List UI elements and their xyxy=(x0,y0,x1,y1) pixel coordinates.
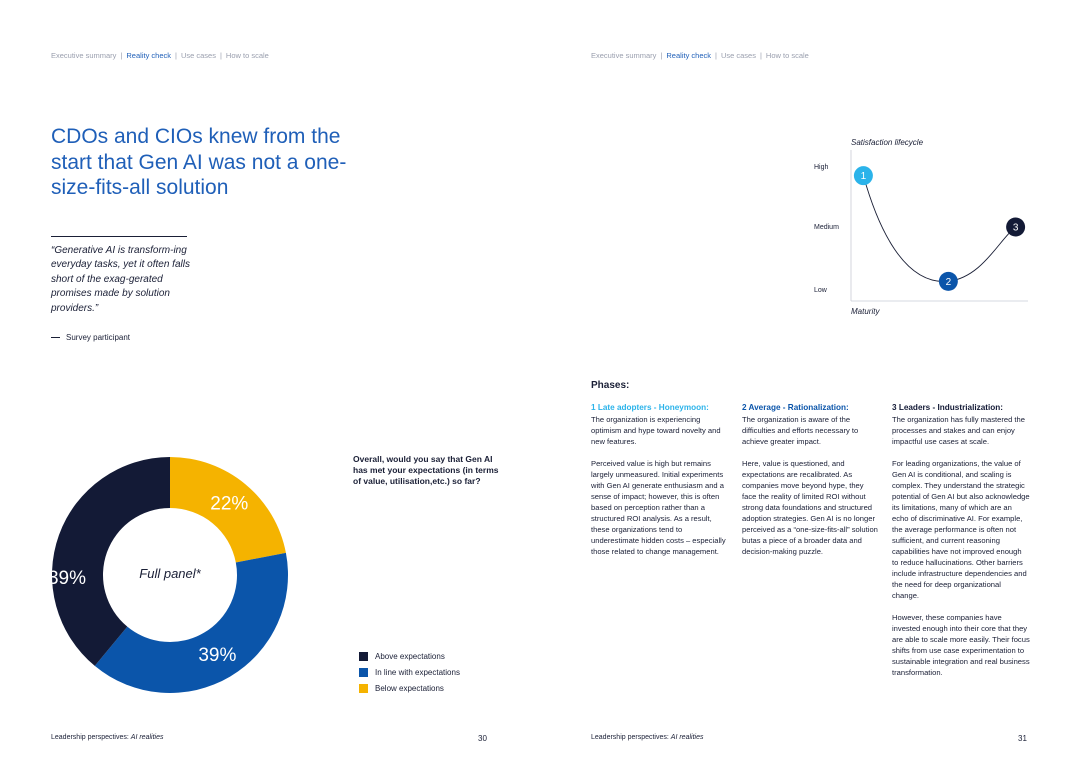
footer-text: Leadership perspectives: xyxy=(591,734,671,741)
nav-separator: | xyxy=(175,51,177,60)
survey-question: Overall, would you say that Gen AI has met your expectations (in terms of value, utilisation,etc.) so far? xyxy=(353,454,499,486)
nav-executive-summary[interactable]: Executive summary xyxy=(591,51,657,60)
phase-column-honeymoon xyxy=(591,402,729,568)
nav-executive-summary[interactable]: Executive summary xyxy=(51,51,117,60)
nav-how-to-scale[interactable]: How to scale xyxy=(765,51,809,60)
donut-value-label: 39% xyxy=(47,568,87,589)
nav-use-cases[interactable]: Use cases xyxy=(720,51,756,60)
footer-text: Leadership perspectives: xyxy=(51,734,131,741)
attribution-text: Survey participant xyxy=(66,333,131,342)
phase-heading: 3 Leaders - Industrialization: xyxy=(892,403,1004,412)
nav-reality-check[interactable]: Reality check xyxy=(666,51,711,60)
page-number: 31 xyxy=(1018,734,1027,743)
attribution-dash xyxy=(51,337,60,338)
breadcrumb xyxy=(591,51,809,60)
page-title: CDOs and CIOs knew from the start that Gen AI was not a one-size-fits-all solution xyxy=(51,125,347,199)
phase-heading: 2 Average - Rationalization: xyxy=(742,403,849,412)
lifecycle-point-label: 1 xyxy=(860,171,867,183)
phase-paragraph: Here, value is questioned, and expectations are recalibrated. As companies move beyond hype, they face the reality of limited ROI without strong data foundations and structured adoption strategies. Gen AI is no longer perceived as a “one-size-fits-all” solution butas a piece of a broader data and decision-making puzzle. xyxy=(742,459,878,556)
donut-slice-above-expectations xyxy=(52,457,170,666)
page-footer xyxy=(51,734,163,741)
footer-italic: AI realities xyxy=(130,734,164,741)
donut-center-label: Full panel* xyxy=(139,566,201,581)
nav-separator: | xyxy=(120,51,123,60)
lifecycle-point-label: 3 xyxy=(1012,222,1019,234)
quote-attribution xyxy=(51,333,130,342)
phase-column-rationalization xyxy=(742,402,880,568)
nav-separator: | xyxy=(660,51,663,60)
footer-italic: AI realities xyxy=(670,734,704,741)
legend-swatch-in-line xyxy=(359,668,368,677)
nav-use-cases[interactable]: Use cases xyxy=(180,51,216,60)
phase-column-industrialization xyxy=(892,402,1030,689)
legend-item-below xyxy=(359,680,460,696)
expectations-donut-chart xyxy=(40,445,300,705)
phase-paragraph: For leading organizations, the value of Gen AI is conditional, and scaling is complex. They understand the strategic potential of Gen AI but also acknowledge its limitations, many of which are an echo of discriminative AI. For example, the average performance is often not sufficient, and current reasoning capabilities have not improved enough to reduce hallucinations. Other barriers include infrastructure dependencies and the need for deep organizational change. xyxy=(892,459,1030,600)
donut-value-label: 39% xyxy=(198,645,237,667)
pull-quote: “Generative AI is transform-ing everyday tasks, yet it often falls short of the exag-gerated promises made by solution providers.” xyxy=(51,245,190,314)
nav-reality-check[interactable]: Reality check xyxy=(126,51,171,60)
chart-legend xyxy=(359,648,460,696)
legend-label: Below expectations xyxy=(375,683,444,693)
legend-label: In line with expectations xyxy=(375,667,460,677)
legend-item-in-line xyxy=(359,664,460,680)
legend-swatch-above xyxy=(359,652,368,661)
donut-value-label: 22% xyxy=(210,493,249,515)
phase-body xyxy=(591,458,729,557)
legend-label: Above expectations xyxy=(375,651,445,661)
phase-paragraph: However, these companies have invested enough into their core that they are able to scale more easily. Their focus shifts from use case experimentation to sustainable integration and real business transformation. xyxy=(892,613,1030,677)
legend-item-above xyxy=(359,648,460,664)
nav-separator: | xyxy=(715,51,717,60)
legend-swatch-below xyxy=(359,684,368,693)
phase-heading: 1 Late adopters - Honeymoon: xyxy=(591,403,709,412)
phase-intro: The organization has fully mastered the processes and stakes and can enjoy impactful use cases at scale. xyxy=(892,415,1025,446)
x-axis-label: Maturity xyxy=(851,307,880,316)
lifecycle-curve xyxy=(863,176,1015,282)
y-label-medium: Medium xyxy=(814,224,839,231)
y-label-high: High xyxy=(814,164,829,171)
lifecycle-point-label: 2 xyxy=(945,276,952,288)
phase-body xyxy=(742,458,880,557)
phases-heading: Phases: xyxy=(591,380,630,391)
phase-intro: The organization is aware of the difficulties and efforts necessary to achieve greater impact. xyxy=(742,415,859,446)
right-page xyxy=(540,0,1080,764)
page-footer xyxy=(591,734,703,741)
y-label-low: Low xyxy=(814,287,827,294)
phase-body xyxy=(892,458,1030,678)
nav-how-to-scale[interactable]: How to scale xyxy=(225,51,269,60)
nav-separator: | xyxy=(219,51,222,60)
breadcrumb xyxy=(51,51,269,60)
nav-separator: | xyxy=(759,51,762,60)
lifecycle-chart-title: Satisfaction lifecycle xyxy=(851,138,924,147)
phase-intro: The organization is experiencing optimism and hype toward novelty and new features. xyxy=(591,415,721,446)
quote-divider xyxy=(51,236,187,237)
page-number: 30 xyxy=(478,734,487,743)
satisfaction-lifecycle-chart xyxy=(810,150,1040,320)
phase-paragraph: Perceived value is high but remains largely unmeasured. Initial experiments with Gen AI generate enthusiasm and a sense of impact; however, this is often based on perception rather than a structured ROI analysis. As a result, these organizations tend to underestimate hidden costs – especially those related to change management. xyxy=(591,459,726,556)
